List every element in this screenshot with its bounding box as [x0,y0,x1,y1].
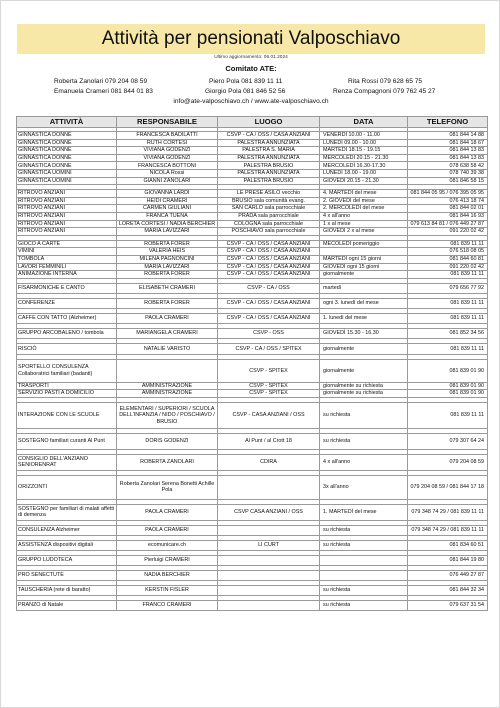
cell-activity: LAVORI FEMMINILI [17,263,117,271]
cell-date: 1 x al mese [320,220,408,228]
cell-date: MERCOLEDÌ 20.15 - 21.30 [320,154,408,162]
cell-responsible: FRANCESCA BOTTONI [117,162,218,170]
cell-date: MERCOLEDÌ 16.30-17.30 [320,162,408,170]
table-body [17,128,488,611]
cell-phone: 081 844 18 67 [408,139,488,147]
table-row [17,525,488,535]
cell-activity: FISARMONICHE E CANTO [17,283,117,293]
table-row [17,382,488,390]
table-row [17,475,488,499]
cell-responsible: VIVIANA GODENZI [117,147,218,155]
cell-date: su richiesta [320,525,408,535]
table-row [17,298,488,308]
cell-date: GIOVEDÌ 20.15 - 21.30 [320,177,408,185]
cell-responsible: Pierluigi CRAMERI [117,555,218,565]
cell-activity: SERVIZIO PASTI A DOMICILIO [17,390,117,398]
table-row [17,570,488,580]
cell-location: PALESTRA BRUSIO [218,162,320,170]
cell-activity: SPORTELLO CONSULENZA Collaboratrici familiari (badanti) [17,359,117,382]
cell-location [218,555,320,565]
cell-location: CSVP - CA / OSS / CASA ANZIANI [218,132,320,140]
cell-date: GIOVEDÌ 2 x al mese [320,228,408,236]
cell-activity: RITROVO ANZIANI [17,205,117,213]
cell-location: CSVP - CA / OSS / CASA ANZIANI [218,271,320,279]
cell-date: MARTEDÌ 18.15 - 19.15 [320,147,408,155]
table-row [17,255,488,263]
cell-activity: INTERAZIONE CON LE SCUOLE [17,402,117,428]
cell-responsible: RUTH CORTESI [117,139,218,147]
cell-activity: GINNASTICA UOMINI [17,177,117,185]
cell-activity: RITROVO ANZIANI [17,220,117,228]
table-row [17,454,488,470]
cell-activity: GIOCO A CARTE [17,240,117,248]
cell-phone: 081 839 01 90 [408,390,488,398]
header-attivita: ATTIVITÀ [17,117,117,128]
table-row [17,212,488,220]
cell-location: CSVP - CA / OSS / SPITEX [218,343,320,354]
cell-activity: ANIMAZIONE INTERNA [17,271,117,279]
cell-date: su richiesta [320,402,408,428]
cell-date: su richiesta [320,585,408,595]
activities-table [16,116,488,611]
cell-location: CSVP - CA / OSS / CASA ANZIANI [218,263,320,271]
committee-title: Comitato ATE: [225,64,277,73]
cell-date: GIOVEDÌ 15.30 - 16.30 [320,328,408,338]
cell-date: 4. MARTEDÌ del mese [320,190,408,198]
cell-phone: 081 852 34 56 [408,328,488,338]
committee-member: Emanuela Crameri 081 844 01 83 [54,88,153,95]
cell-phone: 079 656 77 92 [408,283,488,293]
cell-location: CSVP - CASA ANZIANI / OSS [218,402,320,428]
cell-date: VENERDÌ 10.00 - 11.00 [320,132,408,140]
cell-location: CSVP - OSS [218,328,320,338]
table-row [17,169,488,177]
cell-responsible: MILENA PAGNONCINI [117,255,218,263]
cell-phone: 081 844 13 83 [408,154,488,162]
cell-phone: 076 449 27 87 [408,570,488,580]
cell-responsible: NATALIE VARISTO [117,343,218,354]
cell-location [218,570,320,580]
cell-phone: 091 220 02 42 [408,228,488,236]
contact-line[interactable]: info@ate-valposchiavo.ch / www.ate-valposchiavo.ch [173,98,329,105]
table-row [17,263,488,271]
cell-phone: 091 220 02 42 [408,263,488,271]
cell-activity: CONFERENZE [17,298,117,308]
cell-activity: CONSULENZA Alzheimer [17,525,117,535]
table-row [17,328,488,338]
cell-date: giornalmente su richiesta [320,382,408,390]
cell-phone: 076 518 08 05 [408,248,488,256]
table-row [17,190,488,198]
cell-activity: GINNASTICA DONNE [17,139,117,147]
cell-responsible: ecomunicare.ch [117,540,218,550]
cell-phone: 081 839 11 11 [408,313,488,323]
committee-member: Giorgio Pola 081 846 52 56 [205,88,286,95]
cell-location: PALESTRA BRUSIO [218,177,320,185]
cell-activity: VIMINI [17,248,117,256]
cell-responsible: ROBERTA FORER [117,271,218,279]
cell-date: 4 x all'anno [320,454,408,470]
cell-responsible: MARIA LAVIZZARI [117,263,218,271]
cell-phone: 081 839 01 90 [408,359,488,382]
table-row [17,220,488,228]
cell-responsible: GIOVANNA LARDI [117,190,218,198]
cell-phone: 081 844 14 88 [408,132,488,140]
cell-responsible: ROBERTA ZANOLARI [117,454,218,470]
table-row [17,197,488,205]
table-row [17,555,488,565]
cell-responsible: GIANNI ZANOLARI [117,177,218,185]
cell-activity: SOSTEGNO familiari curanti Al Punt [17,433,117,449]
table-row [17,177,488,185]
cell-date: LUNEDÌ 18.00 - 19.00 [320,169,408,177]
cell-location: CSVP - CA / OSS / CASA ANZIANI [218,240,320,248]
cell-location [218,525,320,535]
cell-location: CSVP - CA / OSS / CASA ANZIANI [218,255,320,263]
table-row [17,283,488,293]
cell-responsible: FRANCO CRAMERI [117,600,218,610]
committee-member: Rita Rossi 079 628 65 75 [348,78,423,85]
cell-phone: 078 740 39 38 [408,169,488,177]
cell-responsible: FRANCA TUENA [117,212,218,220]
page-title: Attività per pensionati Valposchiavo [101,28,401,49]
cell-phone: 079 348 74 29 / 081 839 11 11 [408,504,488,520]
cell-date: MECOLEDÌ pomeriggio [320,240,408,248]
cell-location [218,585,320,595]
cell-location [218,600,320,610]
cell-responsible: PAOLA CRAMERI [117,313,218,323]
cell-activity: RITROVO ANZIANI [17,228,117,236]
cell-responsible: VALERIA HEIS [117,248,218,256]
cell-location: POSCHIAVO sala parrocchiale [218,228,320,236]
cell-date: su richiesta [320,540,408,550]
table-row [17,585,488,595]
cell-location: CSVP - SPITEX [218,390,320,398]
table-row [17,228,488,236]
cell-activity: RISCIÒ [17,343,117,354]
table-header-row [17,117,488,128]
title-banner [17,24,485,54]
cell-location: LI CURT [218,540,320,550]
committee-member: Piero Pola 081 839 11 11 [209,78,283,85]
cell-responsible: ROBERTA FORER [117,298,218,308]
cell-location: CSVP - CA / OSS / CASA ANZIANI [218,313,320,323]
table-row [17,139,488,147]
cell-responsible: PAOLA CRAMERI [117,525,218,535]
cell-location: COLOGNA sala parrocchiale [218,220,320,228]
table-row [17,313,488,323]
cell-phone: 079 204 08 59 / 081 844 17 18 [408,475,488,499]
cell-responsible: NADIA BERCHIER [117,570,218,580]
cell-responsible: Roberta Zanolari Serena Bonetti Achille Pola [117,475,218,499]
table-row [17,402,488,428]
table-row [17,271,488,279]
cell-phone: 079 204 08 59 [408,454,488,470]
cell-phone: 081 844 02 01 [408,205,488,213]
cell-activity: GINNASTICA DONNE [17,147,117,155]
cell-location: PALESTRA S. MARIA [218,147,320,155]
cell-phone: 078 638 58 42 [408,162,488,170]
cell-location: PALESTRA ANNUNZIATA [218,154,320,162]
cell-activity: PRANZO di Natale [17,600,117,610]
header-responsabile: RESPONSABILE [117,117,218,128]
cell-phone: 081 844 60 81 [408,255,488,263]
cell-responsible: MARIANGELA CRAMERI [117,328,218,338]
cell-phone: 081 844 32 34 [408,585,488,595]
cell-phone: 079 637 31 54 [408,600,488,610]
table-row [17,504,488,520]
table-row [17,147,488,155]
cell-phone: 081 839 11 11 [408,402,488,428]
cell-date: martedì [320,283,408,293]
cell-location: LE PRESE ASILO vecchio [218,190,320,198]
cell-responsible: DORIS GODENZI [117,433,218,449]
cell-phone: 081 839 11 11 [408,240,488,248]
cell-phone: 081 839 11 11 [408,343,488,354]
table-row [17,240,488,248]
cell-location [218,475,320,499]
cell-location: CSVP - CA / OSS [218,283,320,293]
table-row [17,154,488,162]
cell-date: 1. lunedì del mese [320,313,408,323]
cell-activity: GRUPPO ARCOBALENO / tombola [17,328,117,338]
cell-location: Al Punt / al Crott 18 [218,433,320,449]
cell-date: 3x all'anno [320,475,408,499]
cell-date: 4 x all'anno [320,212,408,220]
cell-activity: RITROVO ANZIANI [17,197,117,205]
cell-location: PRADA sala parrocchiale [218,212,320,220]
cell-phone: 081 846 58 15 [408,177,488,185]
cell-date: 1. MARTEDÌ del mese [320,504,408,520]
cell-activity: GRUPPO LUDOTECA [17,555,117,565]
cell-date [320,555,408,565]
cell-date: 2. GIOVEDÌ del mese [320,197,408,205]
committee-member: Roberta Zanolari 079 204 08 59 [54,78,148,85]
cell-phone: 081 844 13 83 [408,147,488,155]
cell-responsible: ELEMENTARI / SUPERIORI / SCUOLA DELL'INFANZIA / NIDO / POSCHIAVO / BRUSIO [117,402,218,428]
cell-phone: 081 844 19 80 [408,555,488,565]
cell-location: CSVP CASA ANZIANI / OSS [218,504,320,520]
cell-responsible: FRANCESCA BADILATTI [117,132,218,140]
cell-responsible: PAOLA CRAMERI [117,504,218,520]
cell-date: giornalmente [320,359,408,382]
cell-responsible: KERSTIN FISLER [117,585,218,595]
cell-responsible: VIVIANA GODENZI [117,154,218,162]
cell-responsible: LORETA CORTESI / NADIA BERCHIER [117,220,218,228]
cell-activity: TRASPORTI [17,382,117,390]
cell-activity: RITROVO ANZIANI [17,212,117,220]
cell-responsible: ROBERTA FORER [117,240,218,248]
cell-phone: 081 844 05 95 / 076 395 05 95 [408,190,488,198]
cell-phone: 081 834 60 51 [408,540,488,550]
cell-location: PALESTRA ANNUNZIATA [218,139,320,147]
cell-location: PALESTRA ANNUNZIATA [218,169,320,177]
cell-phone: 079 348 74 29 / 081 839 11 11 [408,525,488,535]
cell-activity: CAFFE CON TATTO (Alzheimer) [17,313,117,323]
cell-activity: SOSTEGNO per familiari di malati affetti di demenza [17,504,117,520]
cell-date: 2. MERCOLEDÌ del mese [320,205,408,213]
cell-date [320,570,408,580]
cell-location: CSVP - SPITEX [218,359,320,382]
last-updated: Ultimo aggiornamento: 06.01.2024 [214,55,288,60]
cell-location: CSVP - CA / OSS / CASA ANZIANI [218,248,320,256]
cell-date: su richiesta [320,600,408,610]
committee-member: Renza Compagnoni 079 762 45 27 [333,88,436,95]
cell-activity: ASSISTENZA dispositivi digitali [17,540,117,550]
cell-date: giornalmente su richiesta [320,390,408,398]
cell-phone: 076 413 18 74 [408,197,488,205]
cell-responsible: NICOLA Rossi [117,169,218,177]
cell-phone: 081 839 01 90 [408,382,488,390]
cell-location: CSVP - SPITEX [218,382,320,390]
cell-responsible [117,359,218,382]
cell-date [320,248,408,256]
cell-activity: GINNASTICA UOMINI [17,169,117,177]
header-telefono: TELEFONO [408,117,488,128]
table-row [17,433,488,449]
cell-responsible: AMMINISTRAZIONE [117,382,218,390]
header-luogo: LUOGO [218,117,320,128]
cell-activity: GINNASTICA DONNE [17,154,117,162]
cell-location: CSVP - CA / OSS / CASA ANZIANI [218,298,320,308]
cell-location: SAN CARLO sala parrocchiale [218,205,320,213]
cell-location: BRUSIO sala comunità evang. [218,197,320,205]
header-data: DATA [320,117,408,128]
cell-activity: TAUSCHERIA (rete di baratto) [17,585,117,595]
cell-activity: TOMBOLA [17,255,117,263]
table-row [17,132,488,140]
cell-responsible: AMMINISTRAZIONE [117,390,218,398]
cell-phone: 079 613 84 81 / 076 449 27 87 [408,220,488,228]
cell-date: MARTEDÌ ogni 15 giorni [320,255,408,263]
cell-date: su richiesta [320,433,408,449]
cell-responsible: ELISABETH CRAMERI [117,283,218,293]
cell-activity: ORIZZONTI [17,475,117,499]
cell-responsible: MARIA LAVIZZARI [117,228,218,236]
cell-phone: 079 307 64 24 [408,433,488,449]
cell-activity: PRO SENECTUTE [17,570,117,580]
cell-date: LUNEDÌ 09.00 - 10.00 [320,139,408,147]
table-row [17,205,488,213]
cell-activity: RITROVO ANZIANI [17,190,117,198]
cell-date: giornalmente [320,343,408,354]
cell-activity: CONSIGLIO DELL'ANZIANO SENIORENRAT [17,454,117,470]
table-row [17,540,488,550]
table-row [17,248,488,256]
table-row [17,343,488,354]
cell-responsible: CARMEN GIULIANI [117,205,218,213]
cell-phone: 081 844 16 93 [408,212,488,220]
table-row [17,162,488,170]
cell-date: GIOVEDÌ ogni 15 giorni [320,263,408,271]
cell-responsible: HEIDI CRAMERI [117,197,218,205]
table-row [17,359,488,382]
cell-location: CDIRA [218,454,320,470]
cell-activity: GINNASTICA DONNE [17,162,117,170]
table-row [17,390,488,398]
cell-date: giornalmente [320,271,408,279]
cell-phone: 081 839 11 11 [408,271,488,279]
cell-phone: 081 839 11 11 [408,298,488,308]
table-row [17,600,488,610]
cell-activity: GINNASTICA DONNE [17,132,117,140]
cell-date: ogni 3. lunedì del mese [320,298,408,308]
